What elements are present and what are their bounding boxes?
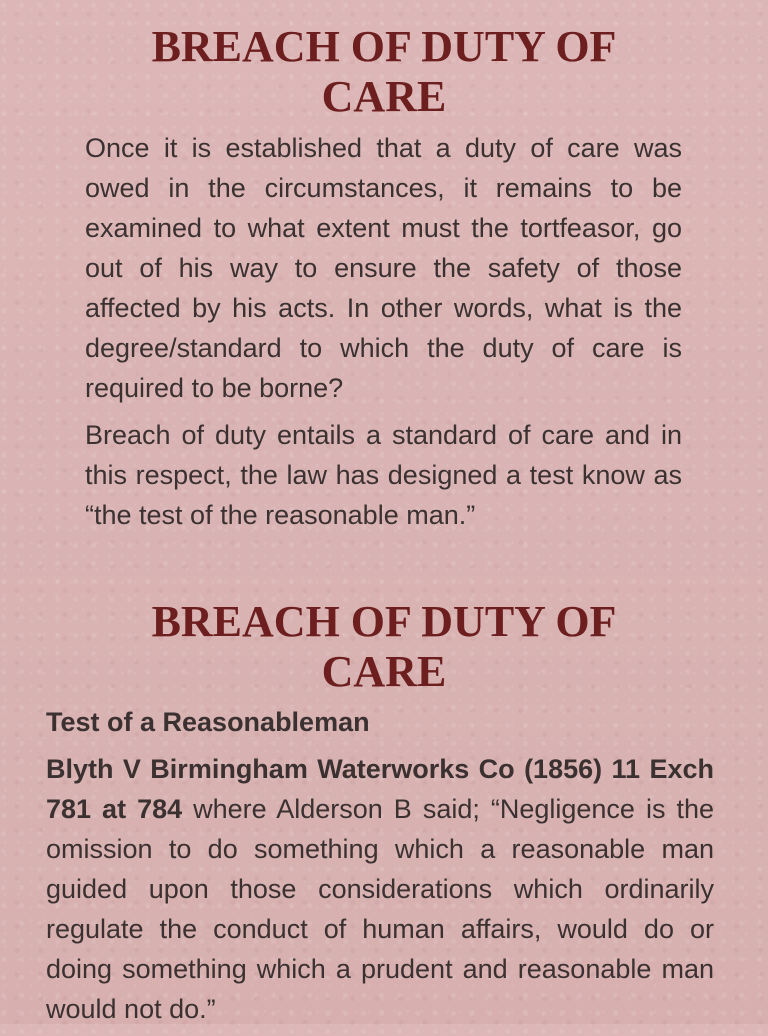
slide-body	[85, 128, 682, 542]
slide-title-line-2: CARE	[321, 72, 447, 121]
body-paragraph-2: Breach of duty entails a standard of care and in this respect, the law has designed a test know as “the test of the reasonable man.”	[85, 420, 682, 530]
slide-title-line-1: BREACH OF DUTY OF	[151, 597, 617, 646]
subheading: Test of a Reasonableman	[46, 707, 370, 737]
slide-body	[46, 702, 714, 1036]
case-paragraph	[46, 749, 714, 1029]
slide-title-line-1: BREACH OF DUTY OF	[151, 22, 617, 71]
quote-text: where Alderson B said; “Negligence is the omission to do something which a reasonable man guided upon those considerations which ordinarily regulate the conduct of human affairs, would do or doing something which a prudent and reasonable man would not do.”	[46, 794, 715, 1024]
case-citation: Blyth V Birmingham Waterworks Co (1856) 11 Exch 781 at 784	[46, 754, 714, 824]
slide-title	[0, 597, 768, 697]
slide-title	[0, 22, 768, 122]
slide-2	[0, 575, 768, 1024]
slide-title-line-2: CARE	[321, 647, 447, 696]
body-paragraph-1: Once it is established that a duty of care was owed in the circumstances, it remains to be examined to what extent must the tortfeasor, go out of his way to ensure the safety of those affected by his acts. In other words, what is the degree/standard to which the duty of care is required to be borne?	[85, 133, 682, 403]
